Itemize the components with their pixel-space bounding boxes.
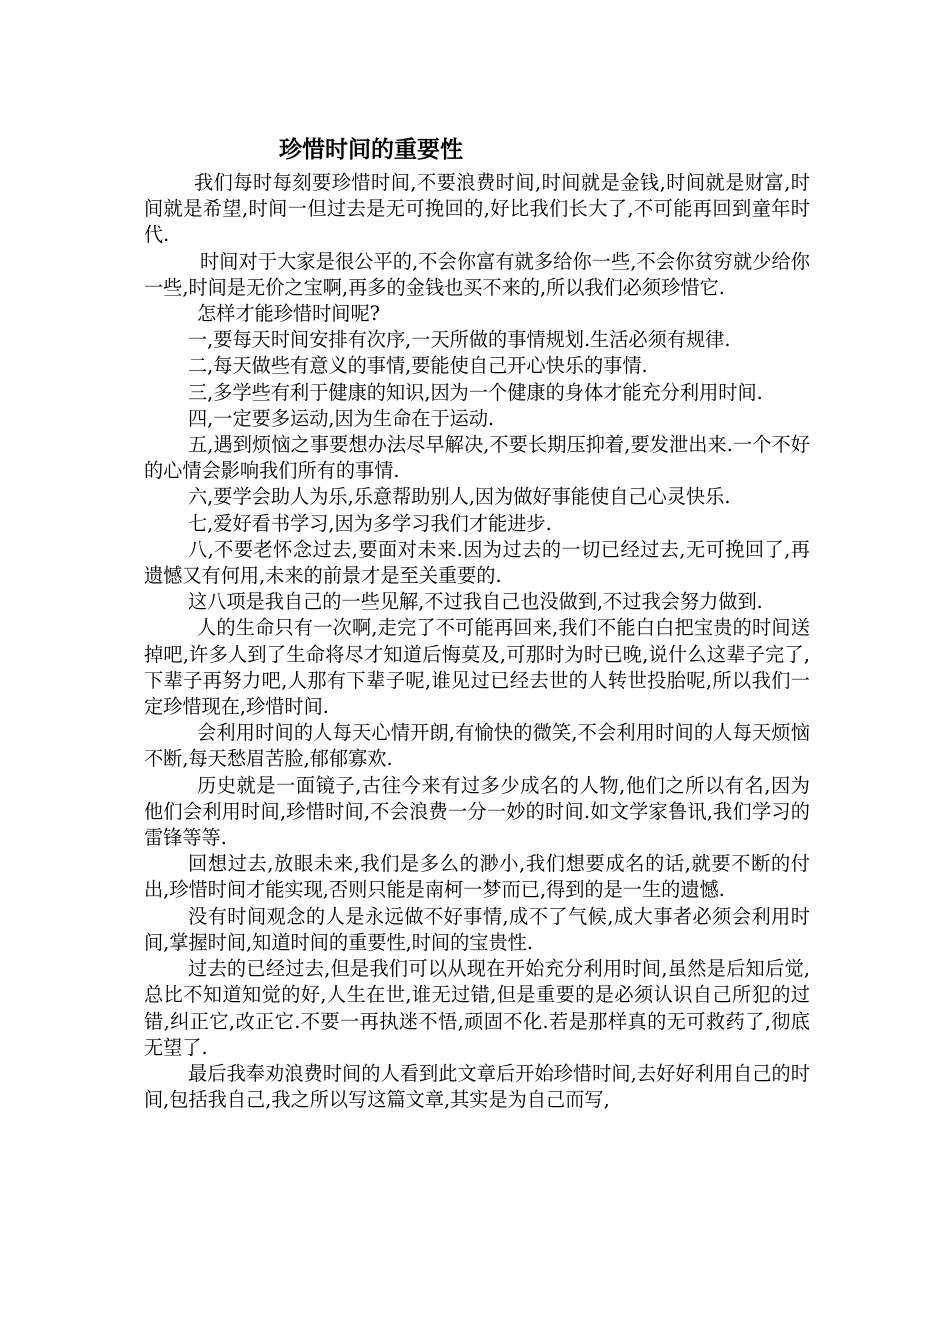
paragraph: 我们每时每刻要珍惜时间,不要浪费时间,时间就是金钱,时间就是财富,时间就是希望,时间一但过去是无可挽回的,好比我们长大了,不可能再回到童年时代. bbox=[144, 171, 810, 247]
paragraph: 怎样才能珍惜时间呢? bbox=[197, 302, 380, 326]
paragraph: 回想过去,放眼未来,我们是多么的渺小,我们想要成名的话,就要不断的付出,珍惜时间才能实现,否则只能是南柯一梦而已,得到的是一生的遗憾. bbox=[144, 852, 810, 902]
paragraph: 过去的已经过去,但是我们可以从现在开始充分利用时间,虽然是后知后觉,总比不知道知觉的好,人生在世,谁无过错,但是重要的是必须认识自己所犯的过错,纠正它,改正它.不要一再执迷不悟,顽固不化.若是那样真的无可救药了,彻底无望了. bbox=[144, 957, 810, 1059]
paragraph: 六,要学会助人为乐,乐意帮助别人,因为做好事能使自己心灵快乐. bbox=[188, 485, 731, 509]
paragraph: 这八项是我自己的一些见解,不过我自己也没做到,不过我会努力做到. bbox=[188, 590, 763, 614]
paragraph: 最后我奉劝浪费时间的人看到此文章后开始珍惜时间,去好好利用自己的时间,包括我自己,我之所以写这篇文章,其实是为自己而写, bbox=[144, 1061, 810, 1112]
paragraph: 八,不要老怀念过去,要面对未来.因为过去的一切已经过去,无可挽回了,再遗憾又有何用,未来的前景才是至关重要的. bbox=[144, 537, 810, 588]
paragraph: 七,爱好看书学习,因为多学习我们才能进步. bbox=[188, 511, 552, 535]
paragraph: 人的生命只有一次啊,走完了不可能再回来,我们不能白白把宝贵的时间送掉吧,许多人到了生命将尽才知道后悔莫及,可那时为时已晚,说什么这辈子完了,下辈子再努力吧,人那有下辈子呢,谁见过已经去世的人转世投胎呢,所以我们一定珍惜现在,珍惜时间. bbox=[144, 616, 810, 719]
paragraph: 五,遇到烦恼之事要想办法尽早解决,不要长期压抑着,要发泄出来.一个不好的心情会影响我们所有的事情. bbox=[144, 433, 810, 483]
paragraph: 历史就是一面镜子,古往今来有过多少成名的人物,他们之所以有名,因为他们会利用时间,珍惜时间,不会浪费一分一妙的时间.如文学家鲁讯,我们学习的雷锋等等. bbox=[144, 773, 810, 850]
document-title: 珍惜时间的重要性 bbox=[279, 137, 463, 163]
paragraph: 二,每天做些有意义的事情,要能使自己开心快乐的事情. bbox=[188, 354, 648, 378]
paragraph: 时间对于大家是很公平的,不会你富有就多给你一些,不会你贫穷就少给你一些,时间是无价之宝啊,再多的金钱也买不来的,所以我们必须珍惜它. bbox=[144, 249, 810, 299]
paragraph: 会利用时间的人每天心情开朗,有愉快的微笑,不会利用时间的人每天烦恼不断,每天愁眉苦脸,郁郁寡欢. bbox=[144, 721, 810, 771]
paragraph: 一,要每天时间安排有次序,一天所做的事情规划.生活必须有规律. bbox=[188, 328, 731, 352]
paragraph: 三,多学些有利于健康的知识,因为一个健康的身体才能充分利用时间. bbox=[188, 380, 763, 404]
paragraph: 没有时间观念的人是永远做不好事情,成不了气候,成大事者必须会利用时间,掌握时间,知道时间的重要性,时间的宝贵性. bbox=[144, 904, 810, 954]
document-body bbox=[144, 170, 810, 1113]
paragraph: 四,一定要多运动,因为生命在于运动. bbox=[188, 406, 495, 430]
